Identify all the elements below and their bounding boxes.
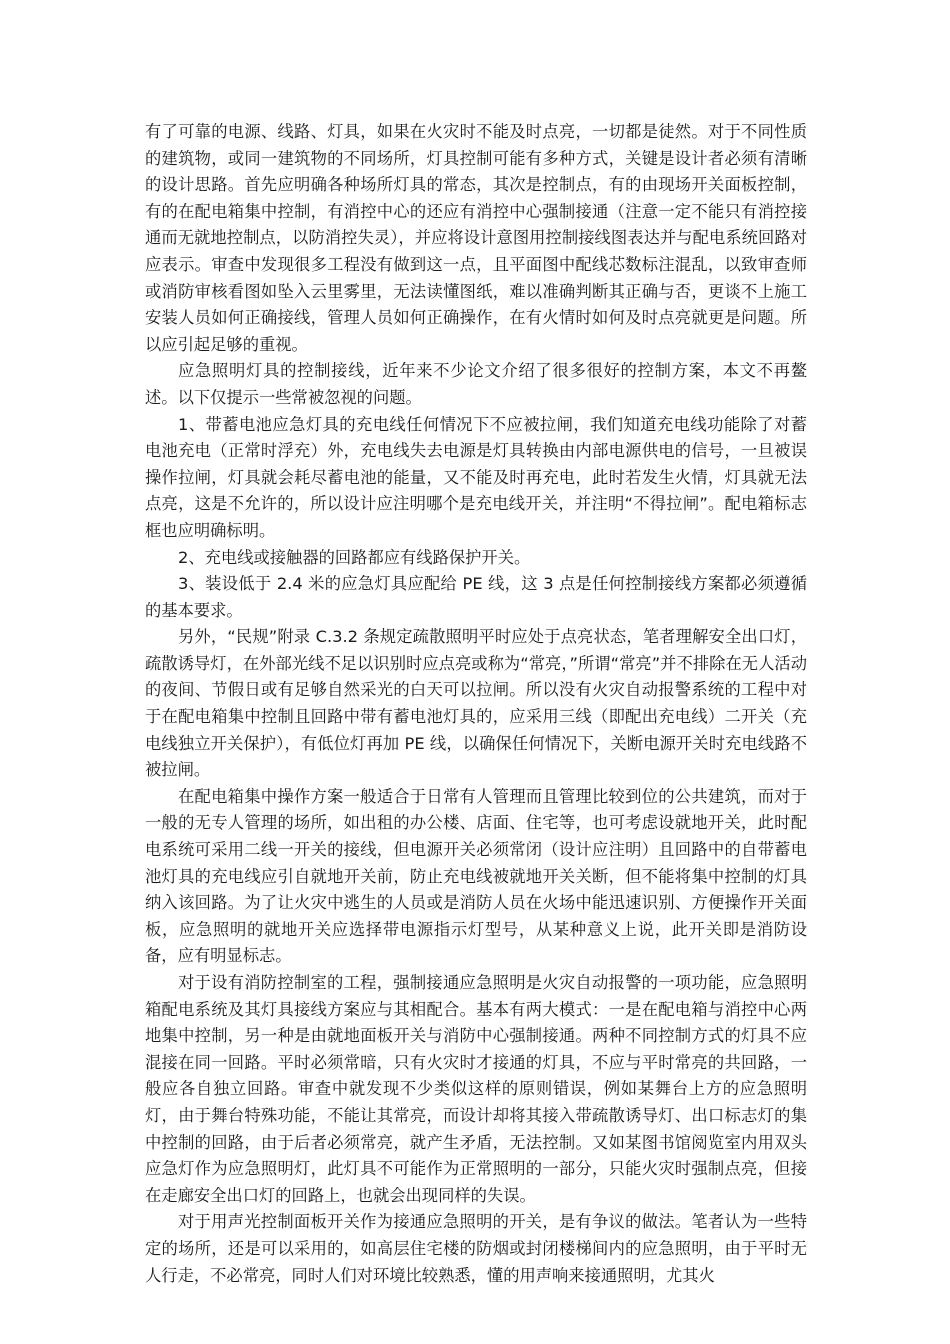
paragraph-2: 应急照明灯具的控制接线，近年来不少论文介绍了很多很好的控制方案，本文不再鳌述。以下仅提示一些常被忽视的问题。 xyxy=(145,361,807,407)
paragraph-5: 3、装设低于 2.4 米的应急灯具应配给 PE 线，这 3 点是任何控制接线方案都必须遵循的基本要求。 xyxy=(145,574,807,620)
paragraph-6: 另外，“民规”附录 C.3.2 条规定疏散照明平时应处于点亮状态，笔者理解安全出口灯，疏散诱导灯，在外部光线不足以识别时应点亮或称为“常亮，”所谓“常亮”并不排除在无人活动的夜间、节假日或有足够自然采光的白天可以拉闸。所以没有火灾自动报警系统的工程中对于在配电箱集中控制且回路中带有蓄电池灯具的，应采用三线（即配出充电线）二开关（充电线独立开关保护），有低位灯再加 PE 线，以确保任何情况下，关断电源开关时充电线路不被拉闸。 xyxy=(145,627,807,780)
paragraph-7: 在配电箱集中操作方案一般适合于日常有人管理而且管理比较到位的公共建筑，而对于一般的无专人管理的场所，如出租的办公楼、店面、住宅等，也可考虑设就地开关，此时配电系统可采用二线一开关的接线，但电源开关必须常闭（设计应注明）且回路中的自带蓄电池灯具的充电线应引自就地开关前，防止充电线被就地开关关断，但不能将集中控制的灯具纳入该回路。为了让火灾中逃生的人员或是消防人员在火场中能迅速识别、方便操作开关面板，应急照明的就地开关应选择带电源指示灯型号，从某种意义上说，此开关即是消防设备，应有明显标志。 xyxy=(145,786,807,966)
paragraph-4: 2、充电线或接触器的回路都应有线路保护开关。 xyxy=(178,547,531,567)
paragraph-8: 对于设有消防控制室的工程，强制接通应急照明是火灾自动报警的一项功能，应急照明箱配电系统及其灯具接线方案应与其相配合。基本有两大模式：一是在配电箱与消控中心两地集中控制，另一种是由就地面板开关与消防中心强制接通。两种不同控制方式的灯具不应混接在同一回路。平时必须常暗，只有火灾时才接通的灯具，不应与平时常亮的共回路，一般应各自独立回路。审查中就发现不少类似这样的原则错误，例如某舞台上方的应急照明灯，由于舞台特殊功能，不能让其常亮，而设计却将其接入带疏散诱导灯、出口标志灯的集中控制的回路，由于后者必须常亮，就产生矛盾，无法控制。又如某图书馆阅览室内用双头应急灯作为应急照明灯，此灯具不可能作为正常照明的一部分，只能火灾时强制点亮，但接在走廊安全出口灯的回路上，也就会出现同样的失误。 xyxy=(145,973,807,1205)
paragraph-3: 1、带蓄电池应急灯具的充电线任何情况下不应被拉闸，我们知道充电线功能除了对蓄电池充电（正常时浮充）外，充电线失去电源是灯具转换由内部电源供电的信号，一旦被误操作拉闸，灯具就会耗尽蓄电池的能量，又不能及时再充电，此时若发生火情，灯具就无法点亮，这是不允许的，所以设计应注明哪个是充电线开关，并注明“不得拉闸”。配电箱标志框也应明确标明。 xyxy=(145,414,807,540)
paragraph-1: 有了可靠的电源、线路、灯具，如果在火灾时不能及时点亮，一切都是徒然。对于不同性质的建筑物，或同一建筑物的不同场所，灯具控制可能有多种方式，关键是设计者必须有清晰的设计思路。首先应明确各种场所灯具的常态，其次是控制点，有的由现场开关面板控制，有的在配电箱集中控制，有消控中心的还应有消控中心强制接通（注意一定不能只有消控接通而无就地控制点，以防消控失灵），并应将设计意图用控制接线图表达并与配电系统回路对应表示。审查中发现很多工程没有做到这一点，且平面图中配线芯数标注混乱，以致审查师或消防审核看图如坠入云里雾里，无法读懂图纸，难以准确判断其正确与否，更谈不上施工安装人员如何正确接线，管理人员如何正确操作，在有火情时如何及时点亮就更是问题。所以应引起足够的重视。 xyxy=(145,122,807,354)
document-body xyxy=(145,119,807,1289)
paragraph-9: 对于用声光控制面板开关作为接通应急照明的开关，是有争议的做法。笔者认为一些特定的场所，还是可以采用的，如高层住宅楼的防烟或封闭楼梯间内的应急照明，由于平时无人行走，不必常亮，同时人们对环境比较熟悉，懂的用声响来接通照明，尤其火 xyxy=(145,1212,807,1285)
